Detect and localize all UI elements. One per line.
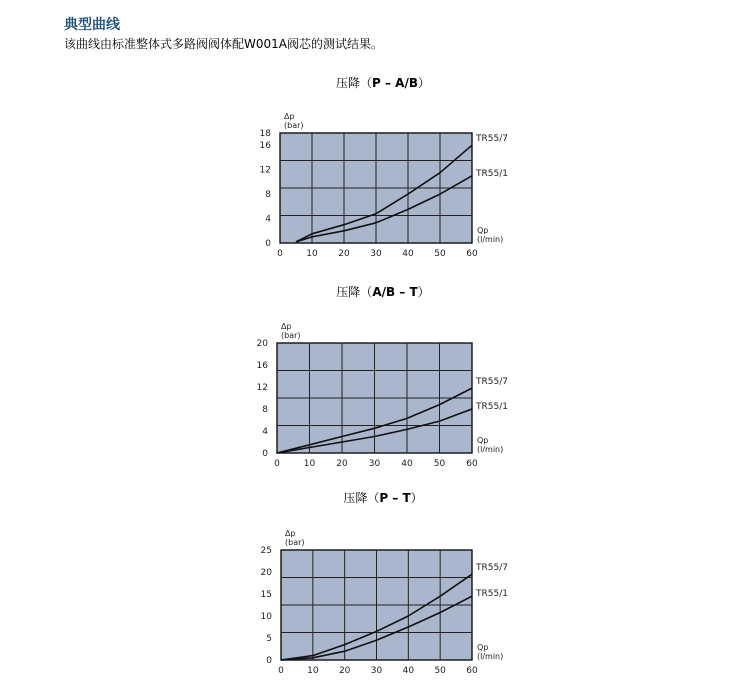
x-tick-label: 40 xyxy=(401,459,413,469)
heading-prefix: 压降（ xyxy=(343,491,380,505)
x-axis-unit: (l/min) xyxy=(477,652,504,661)
series-label: TR55/7 xyxy=(476,134,508,145)
y-tick-label: 0 xyxy=(266,656,272,666)
series-label: TR55/1 xyxy=(476,589,508,600)
y-tick-label: 12 xyxy=(256,383,268,393)
y-tick-label: 10 xyxy=(260,612,272,622)
heading-prefix: 压降（ xyxy=(336,76,373,90)
x-tick-label: 20 xyxy=(338,249,350,259)
y-tick-label: 18 xyxy=(259,129,271,139)
y-tick-label: 0 xyxy=(265,239,271,249)
x-tick-label: 40 xyxy=(402,249,414,259)
y-axis-label: Δp xyxy=(285,529,296,538)
y-tick-label: 4 xyxy=(262,427,268,437)
y-tick-label: 4 xyxy=(265,214,271,225)
x-tick-label: 30 xyxy=(370,666,383,676)
x-axis-unit: (l/min) xyxy=(477,235,504,244)
heading-bold: P – A/B xyxy=(372,76,418,90)
x-tick-label: 30 xyxy=(368,459,381,469)
heading-bold: A/B – T xyxy=(372,285,418,299)
y-tick-label: 20 xyxy=(256,339,268,349)
x-tick-label: 10 xyxy=(306,249,318,259)
y-axis-unit: (bar) xyxy=(284,121,304,130)
y-tick-label: 25 xyxy=(260,546,272,556)
y-tick-label: 16 xyxy=(259,141,271,152)
x-axis-label: Qp xyxy=(477,643,489,652)
x-tick-label: 0 xyxy=(274,459,280,469)
heading-suffix: ） xyxy=(417,76,430,90)
heading-suffix: ） xyxy=(417,285,430,299)
x-axis-label: Qp xyxy=(477,436,489,445)
x-tick-label: 50 xyxy=(434,249,446,259)
y-tick-label: 0 xyxy=(262,449,268,459)
series-label: TR55/1 xyxy=(476,168,508,179)
x-tick-label: 30 xyxy=(370,249,382,259)
y-tick-label: 20 xyxy=(260,568,272,578)
x-tick-label: 20 xyxy=(338,666,351,676)
y-axis-unit: (bar) xyxy=(285,538,305,547)
y-tick-label: 12 xyxy=(259,165,271,176)
series-label: TR55/7 xyxy=(476,377,508,388)
y-axis-label: Δp xyxy=(284,112,295,121)
x-tick-label: 40 xyxy=(402,666,415,676)
x-tick-label: 60 xyxy=(466,249,478,259)
y-axis-label: Δp xyxy=(281,322,292,331)
x-tick-label: 60 xyxy=(466,459,478,469)
series-label: TR55/1 xyxy=(476,402,508,412)
x-axis-label: Qp xyxy=(477,226,489,235)
x-tick-label: 20 xyxy=(336,459,348,469)
y-tick-label: 16 xyxy=(256,361,268,371)
x-tick-label: 0 xyxy=(278,666,284,676)
x-tick-label: 10 xyxy=(307,666,319,676)
y-tick-label: 15 xyxy=(260,590,272,600)
y-tick-label: 5 xyxy=(266,634,272,644)
section-title: 典型曲线 xyxy=(64,17,120,33)
intro-text: 该曲线由标准整体式多路阀阀体配W001A阀芯的测试结果。 xyxy=(64,37,383,51)
x-tick-label: 50 xyxy=(434,666,446,676)
x-axis-unit: (l/min) xyxy=(477,445,504,454)
y-tick-label: 8 xyxy=(265,190,271,201)
heading-bold: P – T xyxy=(379,491,411,505)
y-axis-unit: (bar) xyxy=(281,331,301,340)
heading-suffix: ） xyxy=(410,491,423,505)
x-tick-label: 10 xyxy=(303,459,316,469)
y-tick-label: 8 xyxy=(262,405,268,415)
x-tick-label: 60 xyxy=(466,666,478,676)
x-tick-label: 50 xyxy=(433,459,446,469)
series-label: TR55/7 xyxy=(476,563,508,574)
heading-prefix: 压降（ xyxy=(336,285,373,299)
x-tick-label: 0 xyxy=(277,249,283,259)
